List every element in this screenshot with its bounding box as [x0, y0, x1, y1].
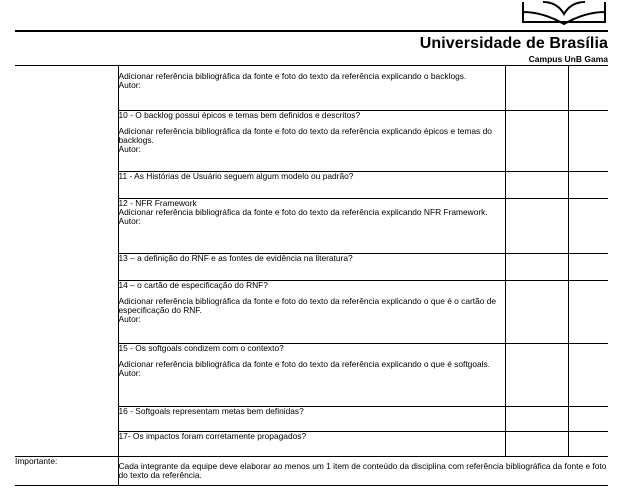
item-cell	[118, 253, 505, 280]
table-row	[15, 171, 608, 198]
left-column-cell	[15, 280, 118, 343]
check-cell[interactable]	[505, 406, 568, 431]
item-cell	[118, 198, 505, 253]
left-column-cell	[15, 406, 118, 431]
item-note: Adicionar referência bibliográfica da fonte e foto do texto da referência explicando NFR Framework.	[118, 206, 488, 217]
check-cell[interactable]	[505, 431, 568, 456]
item-cell	[118, 171, 505, 198]
left-column-cell	[15, 431, 118, 456]
important-text: Cada integrante da equipe deve elaborar ao menos um 1 item de conteúdo da disciplina com referência bibliográfica da fonte e foto do texto da referência.	[118, 456, 608, 485]
item-note: Adicionar referência bibliográfica da fonte e foto do texto da referência explicando o que é o cartão de especificação do RNF.	[118, 295, 497, 315]
checklist-table	[15, 66, 608, 486]
university-name: Universidade de Brasília	[419, 35, 608, 52]
check-cell[interactable]	[505, 343, 568, 406]
check-cell[interactable]	[568, 171, 608, 198]
item-cell	[118, 110, 505, 171]
check-cell[interactable]	[568, 406, 608, 431]
left-column-cell	[15, 110, 118, 171]
check-cell[interactable]	[568, 280, 608, 343]
header-rule	[15, 30, 608, 32]
item-author: Autor:	[118, 80, 141, 91]
item-question: 11 - As Histórias de Usuário seguem algum modelo ou padrão?	[118, 170, 354, 181]
important-row	[15, 456, 608, 485]
table-row	[15, 431, 608, 456]
item-author: Autor:	[118, 367, 141, 378]
item-cell	[118, 343, 505, 406]
check-cell[interactable]	[568, 110, 608, 171]
check-cell[interactable]	[568, 198, 608, 253]
check-cell[interactable]	[568, 343, 608, 406]
table-row	[15, 198, 608, 253]
item-cell	[118, 66, 505, 110]
table-row	[15, 110, 608, 171]
item-question: 12 - NFR Framework	[118, 197, 197, 208]
item-cell	[118, 280, 505, 343]
item-question: 17- Os impactos foram corretamente propagados?	[118, 430, 307, 441]
item-cell	[118, 431, 505, 456]
check-cell[interactable]	[505, 198, 568, 253]
item-question: 16 - Softgoals representam metas bem definidas?	[118, 405, 304, 416]
item-cell	[118, 406, 505, 431]
item-question: 14 – o cartão de especificação do RNF?	[118, 279, 268, 290]
item-author: Autor:	[118, 314, 141, 325]
item-note: Adicionar referência bibliográfica da fonte e foto do texto da referência explicando épicos e temas do backlogs.	[118, 125, 492, 145]
left-column-cell	[15, 253, 118, 280]
left-column-cell	[15, 66, 118, 110]
check-cell[interactable]	[568, 66, 608, 110]
left-column-cell	[15, 343, 118, 406]
table-row	[15, 406, 608, 431]
table-row	[15, 253, 608, 280]
campus-name: Campus UnB Gama	[528, 54, 608, 64]
check-cell[interactable]	[505, 110, 568, 171]
item-author: Autor:	[118, 144, 141, 155]
table-row	[15, 343, 608, 406]
check-cell[interactable]	[505, 253, 568, 280]
table-row	[15, 66, 608, 110]
check-cell[interactable]	[568, 253, 608, 280]
item-question: 10 - O backlog possui épicos e temas bem definidos e descritos?	[118, 109, 361, 120]
item-note: Adicionar referência bibliográfica da fonte e foto do texto da referência explicando o que é softgoals.	[118, 358, 491, 369]
check-cell[interactable]	[505, 66, 568, 110]
item-author: Autor:	[118, 215, 141, 226]
item-question: 13 – a definição do RNF e as fontes de evidência na literatura?	[118, 252, 353, 263]
check-cell[interactable]	[505, 280, 568, 343]
check-cell[interactable]	[505, 171, 568, 198]
left-column-cell	[15, 171, 118, 198]
important-label: Importante:	[15, 456, 118, 485]
check-cell[interactable]	[568, 431, 608, 456]
item-note: Adicionar referência bibliográfica da fonte e foto do texto da referência explicando o backlogs.	[118, 71, 467, 81]
item-question: 15 - Os softgoals condizem com o contexto?	[118, 342, 284, 353]
left-column-cell	[15, 198, 118, 253]
unb-logo	[521, 0, 607, 28]
table-row	[15, 280, 608, 343]
